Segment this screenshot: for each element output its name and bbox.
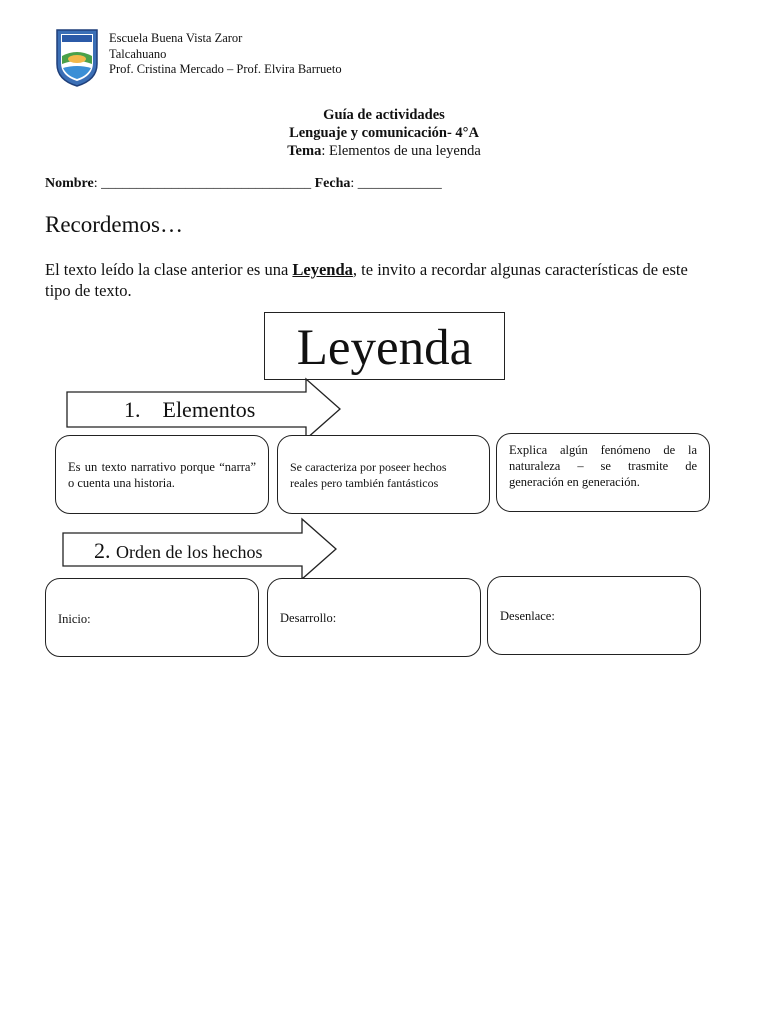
guide-title: Guía de actividades (323, 107, 445, 123)
intro-keyword: Leyenda (292, 260, 353, 279)
date-field[interactable]: : ____________ (350, 176, 442, 191)
name-field[interactable]: : ______________________________ (93, 176, 312, 191)
leyenda-title-box: Leyenda (264, 312, 505, 380)
section1-label (124, 397, 255, 423)
order-card-desenlace-label: Desenlace: (500, 609, 555, 623)
section2-number: 2. (94, 538, 111, 563)
element-card-1-text: Es un texto narrativo porque “narra” o cuenta una historia. (68, 460, 256, 490)
subject-title: Lenguaje y comunicación- 4°A (289, 125, 479, 141)
section2-label (94, 538, 262, 564)
element-card-3-text: Explica algún fenómeno de la naturaleza – se trasmite de generación en generación. (509, 443, 697, 489)
element-card-3 (496, 433, 710, 512)
teachers: Prof. Cristina Mercado – Prof. Elvira Barrueto (109, 62, 342, 76)
section1-number: 1. (124, 397, 141, 422)
order-card-desenlace (487, 576, 701, 655)
section-heading: Recordemos… (45, 212, 183, 237)
element-card-2 (277, 435, 490, 514)
date-label: Fecha (314, 176, 351, 191)
element-card-1 (55, 435, 269, 514)
section2-title: Orden de los hechos (116, 542, 263, 562)
element-card-2-text: Se caracteriza por poseer hechos reales pero también fantásticos (290, 460, 447, 490)
order-card-inicio-label: Inicio: (58, 612, 91, 626)
name-label: Nombre (45, 176, 94, 191)
intro-text-after: , te invito a recordar algunas características de este tipo de texto. (45, 260, 688, 300)
school-city: Talcahuano (109, 46, 167, 61)
order-card-inicio (45, 578, 259, 657)
school-name: Escuela Buena Vista Zaror (109, 31, 243, 45)
section1-title: Elementos (162, 397, 256, 422)
topic-value: : Elementos de una leyenda (321, 143, 481, 159)
order-card-desarrollo (267, 578, 481, 657)
intro-text-before: El texto leído la clase anterior es una (45, 260, 293, 279)
order-card-desarrollo-label: Desarrollo: (280, 611, 337, 625)
topic-label: Tema (287, 143, 322, 159)
